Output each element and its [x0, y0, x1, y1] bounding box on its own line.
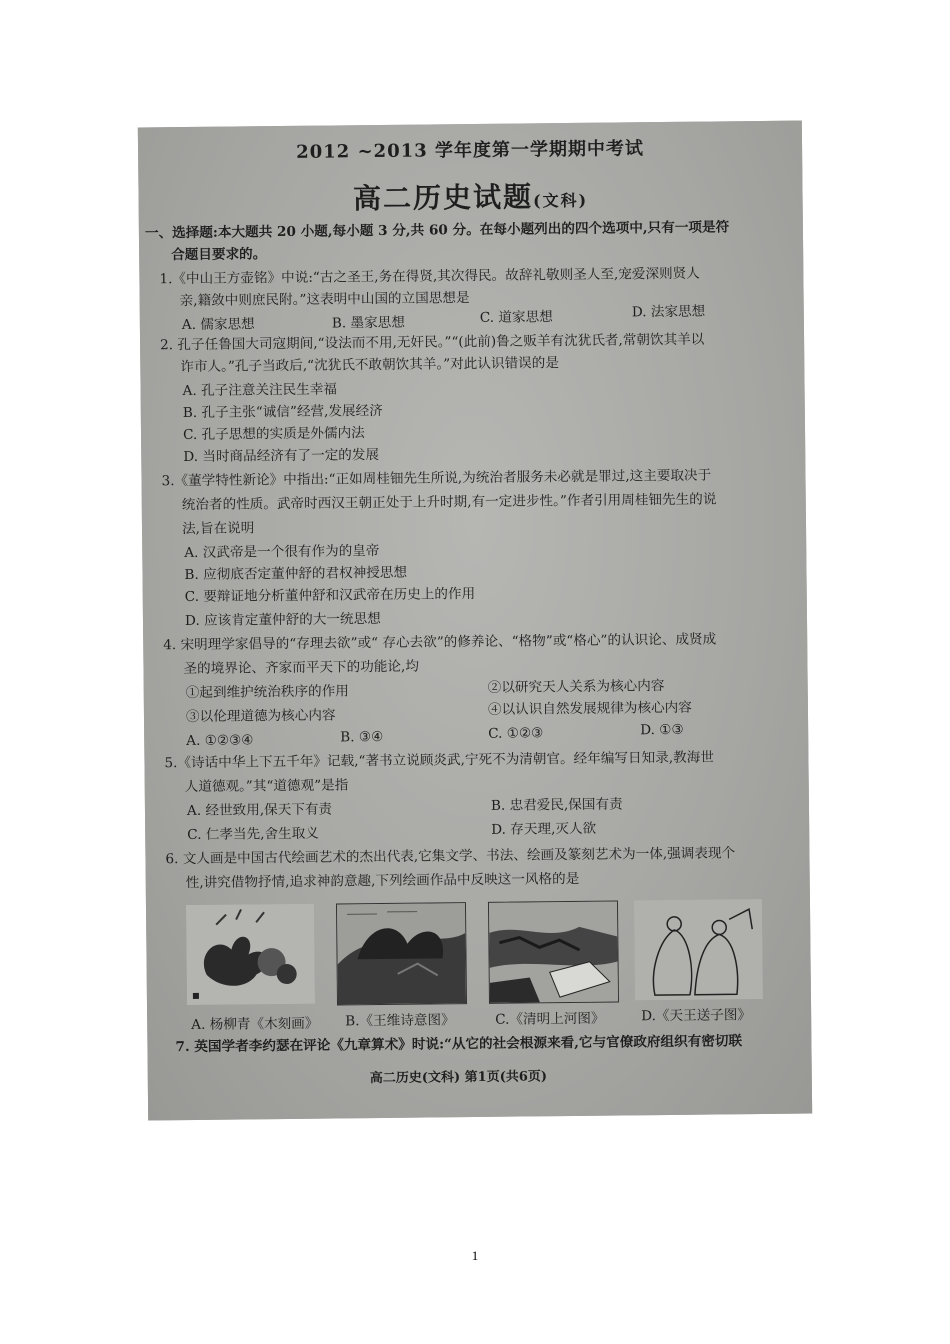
exam-footer: 高二历史(文科) 第1页(共6页) [369, 1069, 548, 1087]
q5-stem: 5.《诗话中华上下五千年》记载,“著书立说顾炎武,宁死不为清朝官。经年编写日知录,教海世 [164, 749, 714, 772]
q2-option-b: B. 孔子主张“诚信”经营,发展经济 [182, 402, 383, 422]
q4-item-4: ④以认识自然发展规律为核心内容 [487, 699, 692, 718]
page-number: 1 [471, 1248, 479, 1263]
q6-option-d: D.《天王送子图》 [641, 1007, 752, 1025]
q3-stem: 3.《董学特性新论》中指出:“正如周桂钿先生所说,为统治者服务未必就是罪过,这主要取决于 [161, 467, 712, 490]
q6-stem-cont: 性,讲究借物抒情,追求神韵意趣,下列绘画作品中反映这一风格的是 [185, 870, 580, 892]
q4-stem: 4. 宋明理学家倡导的“存理去欲”或“ 存心去欲”的修养论、“格物”或“格心”的认识论、成贤成 [163, 631, 717, 654]
q1-option-a: A. 儒家思想 [181, 316, 255, 334]
q4-option-a: A. ①②③④ [186, 732, 254, 750]
q1-option-b: B. 墨家思想 [331, 314, 405, 332]
painting-a-woodcut-image [186, 904, 315, 1005]
q2-option-d: D. 当时商品经济有了一定的发展 [183, 446, 380, 466]
q2-option-c: C. 孔子思想的实质是外儒内法 [182, 425, 365, 444]
q3-option-b: B. 应彻底否定董仲舒的君权神授思想 [184, 564, 408, 584]
q1-option-c: C. 道家思想 [479, 309, 553, 326]
q3-stem-cont2: 法,旨在说明 [181, 520, 255, 538]
q5-option-b: B. 忠君爱民,保国有责 [490, 796, 623, 814]
q6-option-a: A. 杨柳青《木刻画》 [191, 1015, 319, 1033]
q5-option-c: C. 仁孝当先,舍生取义 [187, 825, 319, 844]
q4-item-3: ③以伦理道德为核心内容 [185, 707, 336, 726]
exam-title-main: 高二历史试题 [352, 180, 534, 216]
q6-option-b: B.《王维诗意图》 [345, 1012, 455, 1030]
q4-item-1: ①起到维护统治秩序的作用 [185, 683, 349, 702]
q3-option-c: C. 要辩证地分析董仲舒和汉武帝在历史上的作用 [184, 585, 476, 606]
q4-item-2: ②以研究天人关系为核心内容 [487, 678, 665, 696]
painting-c-qingming-image [488, 901, 619, 1004]
q4-option-c: C. ①②③ [488, 725, 544, 742]
exam-title [138, 173, 802, 220]
q6-option-c: C.《清明上河图》 [495, 1010, 605, 1028]
q6-stem: 6. 文人画是中国古代绘画艺术的杰出代表,它集文学、书法、绘画及篆刻艺术为一体,强调表现个 [165, 845, 736, 868]
q1-stem: 1.《中山王方壶铭》中说:“古之圣王,务在得贤,其次得民。故辞礼敬则圣人至,宠爱深则贤人 [159, 265, 700, 288]
exam-title-sub: (文科) [532, 190, 589, 211]
q3-option-d: D. 应该肯定董仲舒的大一统思想 [184, 610, 381, 630]
section-instructions: 一、选择题:本大题共 20 小题,每小题 3 分,共 60 分。在每小题列出的四个选项中,只有一项是符 [144, 219, 730, 242]
q4-stem-cont: 圣的境界论、齐家而平天下的功能论,均 [183, 658, 419, 678]
q5-stem-cont: 人道德观。”其“道德观”是指 [184, 777, 349, 796]
section-instructions-cont: 合题目要求的。 [171, 246, 267, 264]
q1-option-d: D. 法家思想 [631, 303, 706, 321]
exam-header: 2012 ~2013 学年度第一学期期中考试 [296, 138, 645, 163]
scanned-exam-page [138, 121, 812, 1121]
q5-option-a: A. 经世致用,保天下有责 [186, 801, 333, 820]
q4-option-d: D. ①③ [640, 721, 684, 739]
painting-b-wangwei-image [336, 902, 467, 1005]
q2-stem-cont: 诈市人。”孔子当政后,“沈犹氏不敢朝饮其羊。”对此认识错误的是 [180, 355, 560, 376]
q4-option-b: B. ③④ [340, 728, 384, 746]
q5-option-d: D. 存天理,灭人欲 [491, 820, 597, 838]
q2-option-a: A. 孔子注意关注民生幸福 [182, 381, 338, 400]
q3-option-a: A. 汉武帝是一个很有作为的皇帝 [184, 542, 380, 562]
q1-stem-cont: 亲,籍敛中则庶民附。”这表明中山国的立国思想是 [179, 290, 470, 310]
painting-d-tianwang-image [634, 899, 763, 1000]
q7-stem: 7. 英国学者李约瑟在评论《九章算术》时说:“从它的社会根源来看,它与官僚政府组织有密切联 [175, 1033, 743, 1056]
q2-stem: 2. 孔子任鲁国大司寇期间,“设法而不用,无奸民。”“(此前)鲁之贩羊有沈犹氏者,常朝饮其羊以 [160, 331, 705, 354]
q3-stem-cont: 统治者的性质。武帝时西汉王朝正处于上升时期,有一定进步性。”作者引用周桂钿先生的说 [181, 491, 717, 514]
